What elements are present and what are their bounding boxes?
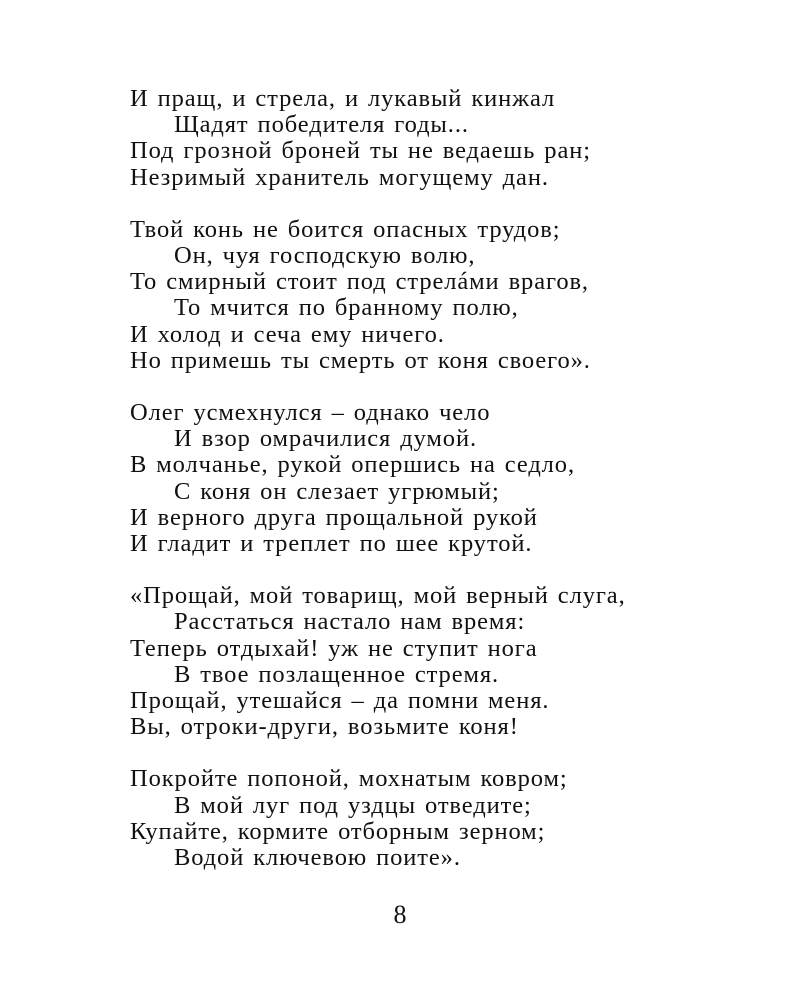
poem-line: Олег усмехнулся – однако чело	[130, 399, 491, 427]
poem-line: И взор омрачилися думой.	[174, 425, 477, 453]
poem-line: Вы, отроки-други, возьмите коня!	[130, 713, 519, 741]
poem-line: Теперь отдыхай! уж не ступит нога	[130, 634, 538, 662]
poem-line: Но примешь ты смерть от коня своего».	[130, 346, 591, 374]
poem-line: В молчанье, рукой опершись на седло,	[130, 451, 575, 479]
poem-line: Купайте, кормите отборным зерном;	[130, 817, 546, 845]
stanza	[130, 400, 750, 557]
stanza	[130, 217, 750, 374]
poem-body	[130, 86, 750, 897]
stanza	[130, 583, 750, 740]
poem-line: Под грозной броней ты не ведаешь ран;	[130, 137, 591, 165]
poem-line: Незримый хранитель могущему дан.	[130, 163, 549, 191]
poem-line: Прощай, утешайся – да помни меня.	[130, 687, 550, 715]
stanza	[130, 766, 750, 871]
poem-line: С коня он слезает угрюмый;	[174, 477, 500, 505]
stanza	[130, 86, 750, 191]
poem-line: И холод и сеча ему ничего.	[130, 320, 445, 348]
poem-line: Водой ключевою поите».	[174, 844, 461, 872]
poem-line: «Прощай, мой товарищ, мой верный слуга,	[130, 582, 626, 610]
poem-line: Покройте попоной, мохнатым ковром;	[130, 765, 568, 793]
poem-line: В мой луг под уздцы отведите;	[174, 791, 532, 819]
poem-line: Он, чуя господскую волю,	[174, 242, 476, 270]
poem-line: Расстаться настало нам время:	[174, 608, 526, 636]
poem-line: Твой конь не боится опасных трудов;	[130, 215, 561, 243]
poem-line: И пращ, и стрела, и лукавый кинжал	[130, 85, 556, 112]
poem-line: Щадят победителя годы...	[174, 111, 469, 139]
poem-line: То мчится по бранному полю,	[174, 294, 519, 322]
poem-line: То смирный стоит под стрелáми врагов,	[130, 268, 589, 296]
page-number: 8	[393, 900, 407, 929]
poem-line: И верного друга прощальной рукой	[130, 503, 538, 531]
poem-line: И гладит и треплет по шее крутой.	[130, 530, 533, 558]
poem-line: В твое позлащенное стремя.	[174, 660, 500, 688]
